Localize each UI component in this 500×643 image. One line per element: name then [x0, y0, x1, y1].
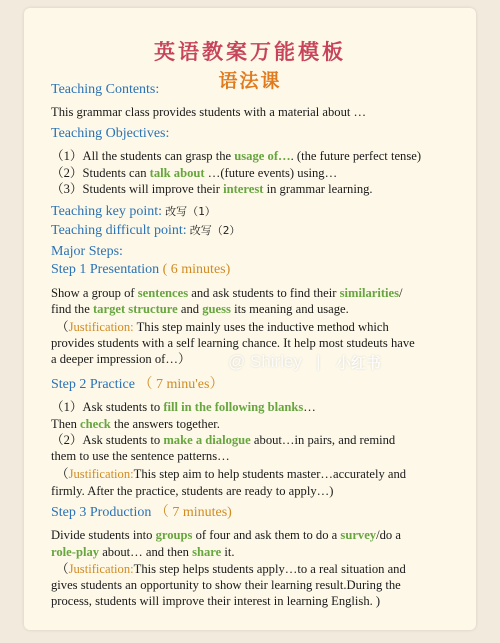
- step-2-line-4: them to use the sentence patterns…: [51, 449, 230, 463]
- step-3-line-1: [51, 528, 401, 542]
- objective-2-text: Students can: [82, 166, 150, 180]
- step-1-justification-2: provides students with a self learning chance. It help most studeuts have: [51, 336, 415, 350]
- step-3-line-2: [51, 545, 235, 559]
- step-1-line-2-e: its meaning and usage.: [230, 302, 349, 316]
- key-point: [51, 204, 216, 219]
- step-3-justification-open: （: [56, 562, 69, 576]
- step-3-line-2-c: share: [192, 545, 222, 559]
- objective-1-text: All the students can grasp the: [82, 149, 235, 163]
- step-2-line-2-a: Then: [51, 417, 81, 431]
- step-2-time: （ 7 minu'es）: [138, 377, 224, 392]
- step-1-justification-1: [56, 320, 389, 334]
- step-1-line-1-e: /: [399, 286, 403, 300]
- objective-3-text: Students will improve their: [82, 182, 224, 196]
- key-point-label: Teaching key point:: [51, 204, 162, 219]
- objective-3-num: （3）: [51, 182, 83, 196]
- page-title: 英语教案万能模板: [154, 39, 346, 64]
- objective-2: [51, 166, 337, 180]
- step-1-line-1-d: similarities: [339, 286, 400, 300]
- step-1-justification-open: （: [56, 320, 69, 334]
- step-1-heading: [51, 263, 230, 277]
- step-1-justification-label: Justification:: [68, 320, 134, 334]
- step-2-line-1: [51, 400, 316, 414]
- step-2-justification-label: Justification:: [68, 467, 134, 481]
- step-3-time: （ 7 minutes): [154, 505, 232, 520]
- objective-3-tail: in grammar learning.: [263, 182, 373, 196]
- page-subtitle: 语法课: [218, 70, 282, 92]
- objective-1: [51, 149, 421, 163]
- step-3-line-2-a: role-play: [51, 545, 100, 559]
- step-2-line-3-b: make a dialogue: [163, 433, 251, 447]
- step-1-title: Step 1 Presentation: [51, 262, 160, 277]
- step-1-line-2: [51, 302, 349, 316]
- step-3-line-2-d: it.: [221, 545, 235, 559]
- step-2-line-1-a: （1）Ask students to: [51, 400, 164, 414]
- step-3-justification-1: [56, 562, 406, 576]
- step-2-title: Step 2 Practice: [51, 377, 135, 392]
- step-2-line-1-c: …: [303, 400, 316, 414]
- watermark-logo: 小红书: [336, 354, 382, 372]
- step-1-line-2-a: find the: [51, 302, 93, 316]
- step-2-heading: [51, 378, 223, 392]
- difficult-point: [51, 223, 240, 238]
- step-1-line-2-b: target structure: [92, 302, 178, 316]
- step-1-line-2-c: and: [177, 302, 203, 316]
- step-1-line-1-c: and ask students to find their: [188, 286, 340, 300]
- watermark-separator: |: [316, 352, 321, 371]
- step-3-line-2-b: about… and then: [99, 545, 193, 559]
- step-2-line-3-a: （2）Ask students to: [51, 433, 164, 447]
- major-steps-heading: Major Steps:: [51, 244, 123, 259]
- objective-2-tail: …(future events) using…: [204, 166, 338, 180]
- step-3-line-1-e: /do a: [376, 528, 401, 542]
- step-3-line-1-a: Divide students into: [51, 528, 156, 542]
- teaching-objectives-heading: Teaching Objectives:: [51, 126, 170, 141]
- step-3-line-1-c: of four and ask them to do a: [192, 528, 341, 542]
- objective-2-keyword: talk about: [149, 166, 205, 180]
- objective-3: [51, 182, 373, 196]
- step-2-line-2: [51, 417, 220, 431]
- objective-3-keyword: interest: [223, 182, 264, 196]
- teaching-contents-text: This grammar class provides students with a material about …: [51, 105, 367, 119]
- difficult-point-value: 改写（2）: [189, 224, 241, 237]
- step-3-line-1-b: groups: [155, 528, 193, 542]
- step-2-line-3: [51, 433, 395, 447]
- step-1-time: ( 6 minutes): [162, 262, 231, 277]
- step-2-justification-1: [56, 467, 406, 481]
- step-2-line-2-b: check: [80, 417, 111, 431]
- step-1-line-2-d: guess: [202, 302, 231, 316]
- step-1-justification-text-1: This step mainly uses the inductive method which: [133, 320, 389, 334]
- step-1-line-1-a: Show a group of: [51, 286, 138, 300]
- step-3-line-1-d: survey: [340, 528, 377, 542]
- step-1-justification-3: a deeper impression of…）: [51, 352, 191, 366]
- watermark-author: [228, 352, 321, 372]
- step-2-line-1-b: fill in the following blanks: [163, 400, 304, 414]
- step-3-justification-label: Justification:: [68, 562, 134, 576]
- step-2-line-2-c: the answers together.: [110, 417, 220, 431]
- objective-2-num: （2）: [51, 166, 83, 180]
- step-3-heading: [51, 506, 232, 520]
- step-2-line-3-c: about…in pairs, and remind: [250, 433, 396, 447]
- step-3-title: Step 3 Production: [51, 505, 152, 520]
- difficult-point-label: Teaching difficult point:: [51, 223, 187, 238]
- objective-1-num: （1）: [51, 149, 83, 163]
- step-3-justification-text-1: This step helps students apply…to a real situation and: [133, 562, 406, 576]
- step-1-line-1: [51, 286, 403, 300]
- step-3-justification-2: gives students an opportunity to show their learning result.During the: [51, 578, 401, 592]
- key-point-value: 改写（1）: [165, 205, 216, 218]
- step-3-justification-3: process, students will improve their interest in learning English. ): [51, 594, 381, 608]
- objective-1-keyword: usage of…: [234, 149, 291, 163]
- step-2-justification-2: firmly. After the practice, students are ready to apply…): [51, 484, 334, 498]
- step-2-justification-open: （: [56, 467, 69, 481]
- step-1-line-1-b: sentences: [137, 286, 189, 300]
- teaching-contents-heading: Teaching Contents:: [51, 82, 160, 97]
- watermark-author-text: @ Shirley: [228, 352, 302, 371]
- objective-1-tail: . (the future perfect tense): [290, 149, 422, 163]
- step-2-justification-text-1: This step aim to help students master…accurately and: [133, 467, 407, 481]
